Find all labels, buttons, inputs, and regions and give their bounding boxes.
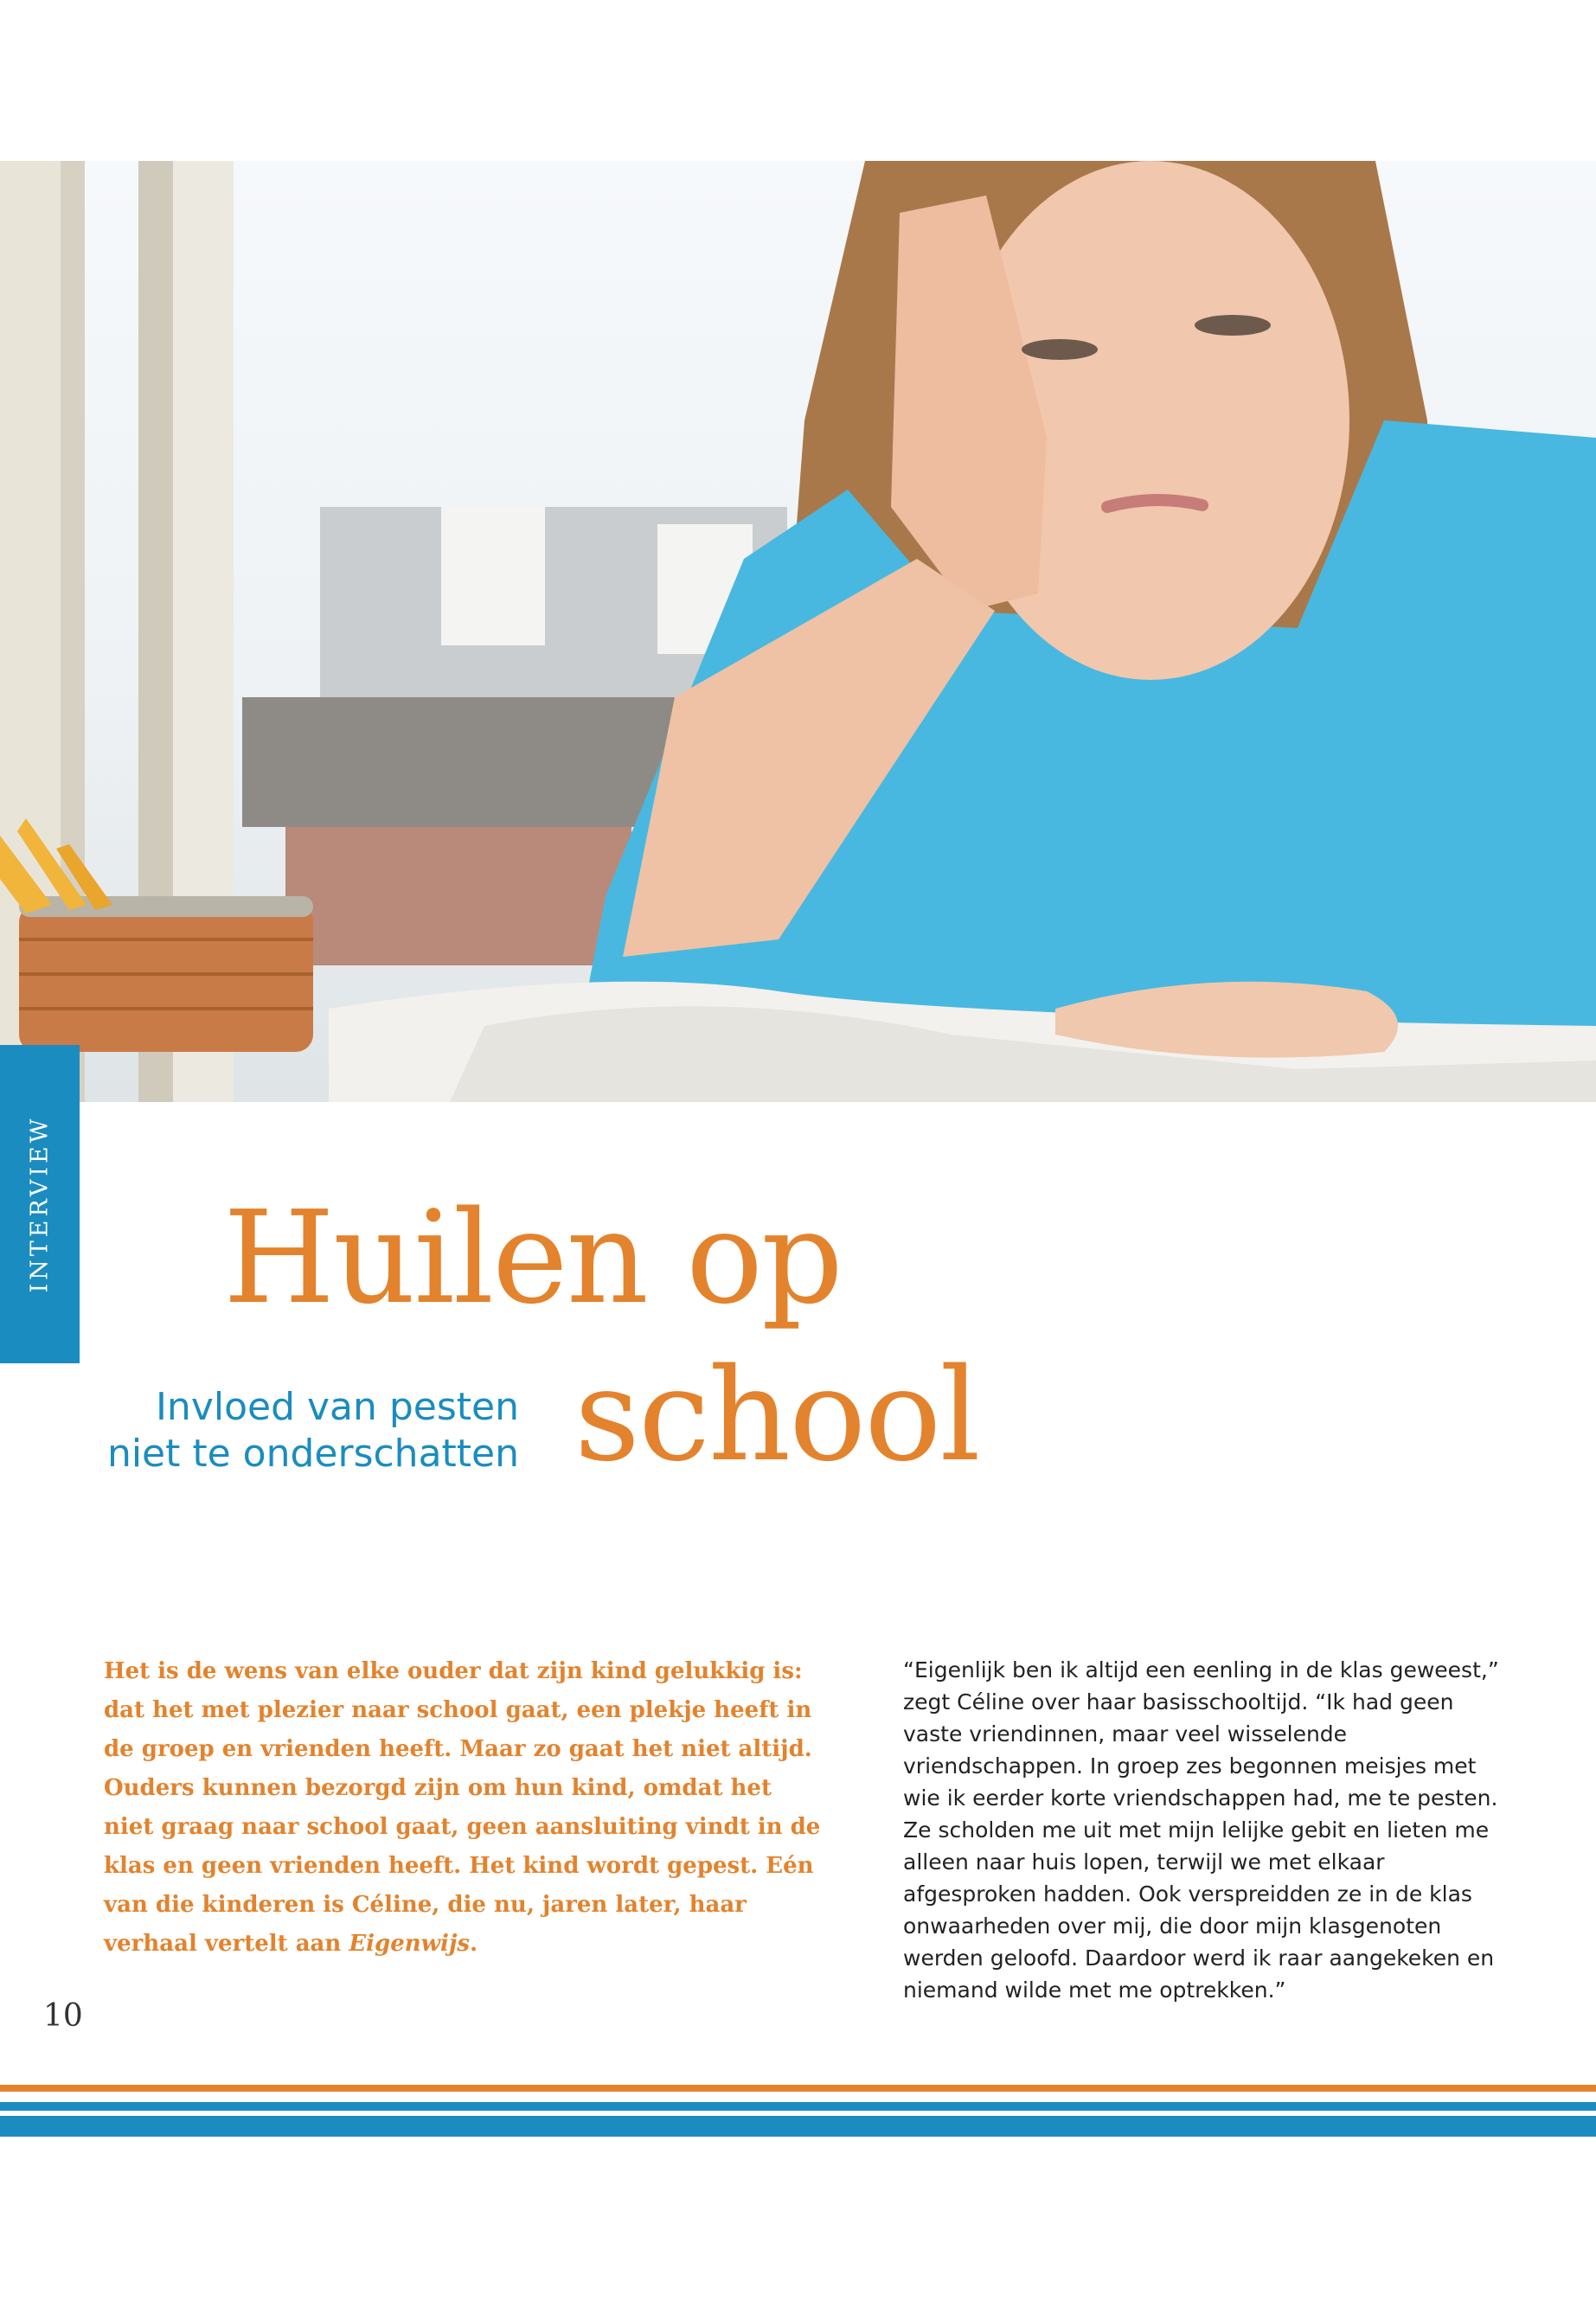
body-column [903,1654,1500,2006]
hero-photo [0,161,1596,1102]
subtitle-line-1: Invloed van pesten [155,1385,519,1429]
footer-stripe-blue-thick [0,2116,1596,2137]
article-subtitle [107,1384,519,1477]
subtitle-line-2: niet te onderschatten [106,1432,519,1476]
article-title-line-1: Huilen op [223,1183,842,1332]
footer-stripe-orange [0,2085,1596,2092]
girl-studying-illustration [0,161,1596,1102]
intro-text: Het is de wens van elke ouder dat zijn kind gelukkig is: dat het met plezier naar school gaat, een plekje heeft in de groep en vrienden heeft. Maar zo gaat het niet altijd. Ouders kunnen bezorgd zijn om hun kind, omdat het niet graag naar school gaat, geen aansluiting vindt in de klas en geen vrienden heeft. Het kind wordt gepest. Eén van die kinderen is Céline, die nu, jaren later, haar verhaal vertelt aan [104,1658,821,1957]
magazine-name: Eigenwijs [349,1931,470,1957]
footer-stripe-blue-thin [0,2102,1596,2111]
section-tab [0,1045,80,1363]
section-label: INTERVIEW [26,1115,54,1293]
article-title-line-2: school [574,1341,979,1490]
body-paragraph: “Eigenlijk ben ik altijd een eenling in de klas geweest,” zegt Céline over haar basisschooltijd. “Ik had geen vaste vriendinnen, maar veel wisselende vriendschappen. In groep zes begonnen meisjes met wie ik eerder korte vriendschappen had, me te pesten. Ze scholden me uit met mijn lelijke gebit en lieten me alleen naar huis lopen, terwijl we met elkaar afgesproken hadden. Ook verspreidden ze in de klas onwaarheden over mij, die door mijn klasgenoten werden geloofd. Daardoor werd ik raar aangekeken en niemand wilde met me optrekken.” [903,1657,1499,2003]
intro-paragraph [104,1652,822,1964]
intro-end: . [469,1931,478,1957]
page-number: 10 [43,1998,83,2034]
